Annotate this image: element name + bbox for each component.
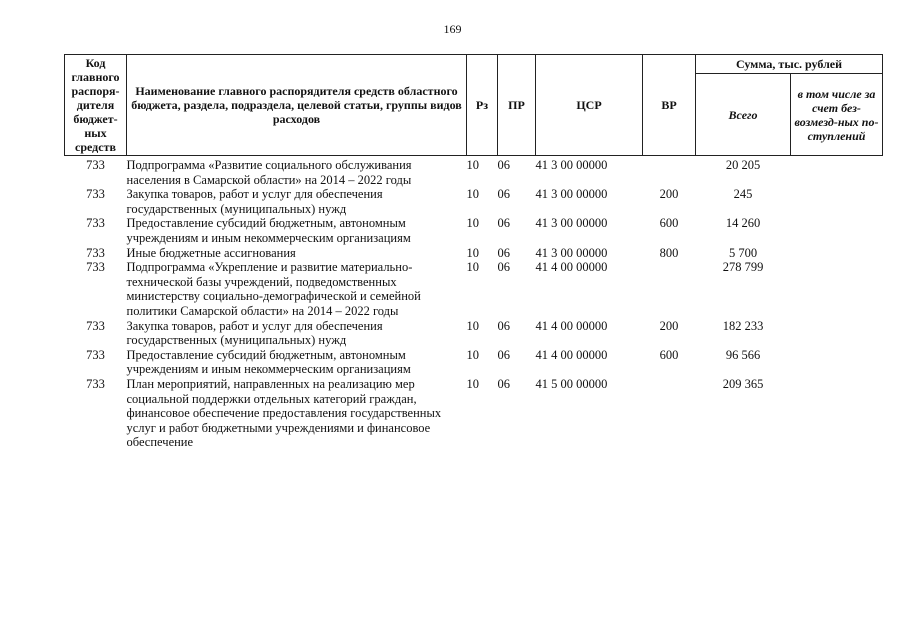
row-name: Иные бюджетные ассигнования	[126, 245, 296, 260]
table-row	[65, 319, 883, 348]
row-rz: 10	[466, 245, 479, 260]
row-vr: 200	[659, 187, 679, 202]
row-total: 5 700	[728, 245, 758, 260]
row-csr: 41 5 00 00000	[535, 376, 608, 391]
header-rz: Рз	[467, 55, 498, 156]
table-row	[65, 348, 883, 377]
row-code: 733	[86, 260, 105, 275]
row-csr: 41 3 00 00000	[535, 158, 608, 172]
row-vr	[643, 156, 696, 188]
row-in-that	[791, 377, 883, 450]
row-rz: 10	[466, 347, 479, 362]
header-pr: ПР	[498, 55, 536, 156]
row-in-that	[791, 319, 883, 348]
row-in-that	[791, 156, 883, 188]
table-row	[65, 156, 883, 188]
header-sum: Сумма, тыс. рублей	[696, 55, 883, 74]
row-pr: 06	[497, 376, 510, 391]
row-rz: 10	[466, 216, 479, 231]
row-name: Подпрограмма «Развитие социального обслуживания населения в Самарской области» на 2014 – 2022 годы	[126, 158, 412, 187]
row-in-that	[791, 260, 883, 318]
header-name: Наименование главного распорядителя средств областного бюджета, раздела, подраздела, целевой статьи, группы видов расходов	[127, 55, 467, 156]
table-body	[65, 156, 883, 450]
row-total: 182 233	[722, 318, 764, 333]
row-vr: 200	[659, 318, 679, 333]
row-code: 733	[86, 216, 105, 231]
row-rz: 10	[466, 158, 479, 172]
row-csr: 41 4 00 00000	[535, 260, 608, 275]
row-name: Закупка товаров, работ и услуг для обеспечения государственных (муниципальных) нужд	[126, 187, 383, 216]
row-total: 20 205	[725, 158, 761, 172]
row-pr: 06	[497, 318, 510, 333]
row-total: 14 260	[725, 216, 761, 231]
row-total: 209 365	[722, 376, 764, 391]
row-csr: 41 3 00 00000	[535, 187, 608, 202]
row-total: 96 566	[725, 347, 761, 362]
row-name: Закупка товаров, работ и услуг для обеспечения государственных (муниципальных) нужд	[126, 318, 383, 348]
header-code: Код главного распоря-дителя бюджет-ных средств	[65, 55, 127, 156]
row-vr: 600	[659, 216, 679, 231]
table-row	[65, 377, 883, 450]
header-vr: ВР	[643, 55, 696, 156]
row-pr: 06	[497, 187, 510, 202]
row-code: 733	[86, 158, 105, 172]
row-csr: 41 4 00 00000	[535, 318, 608, 333]
row-name: Подпрограмма «Укрепление и развитие материально-технической базы учреждений, подведомственных министерству социально-демографической и семейной политики Самарской области» на 2014 – 2022 годы	[126, 260, 421, 318]
row-name: Предоставление субсидий бюджетным, автономным учреждениям и иным некоммерческим организациям	[126, 216, 411, 245]
row-in-that	[791, 348, 883, 377]
header-csr: ЦСР	[536, 55, 643, 156]
row-csr: 41 3 00 00000	[535, 216, 608, 231]
row-rz: 10	[466, 318, 479, 333]
row-code: 733	[86, 187, 105, 202]
row-in-that	[791, 187, 883, 216]
row-code: 733	[86, 318, 105, 333]
row-name: Предоставление субсидий бюджетным, автономным учреждениям и иным некоммерческим организациям	[126, 347, 411, 377]
row-pr: 06	[497, 245, 510, 260]
table-row	[65, 216, 883, 245]
table-row	[65, 187, 883, 216]
row-vr	[643, 260, 696, 318]
row-csr: 41 4 00 00000	[535, 347, 608, 362]
table-row	[65, 260, 883, 318]
row-pr: 06	[497, 158, 510, 172]
row-csr: 41 3 00 00000	[535, 245, 608, 260]
row-vr	[643, 377, 696, 450]
row-in-that	[791, 246, 883, 261]
row-name: План мероприятий, направленных на реализацию мер социальной поддержки отдельных категорий граждан, финансовое обеспечение предоставления государственных услуг и работ бюджетными учреждениями и финансовое обеспечение	[126, 376, 442, 450]
row-rz: 10	[466, 260, 479, 275]
row-vr: 600	[659, 347, 679, 362]
table-row	[65, 246, 883, 261]
row-pr: 06	[497, 260, 510, 275]
row-code: 733	[86, 245, 105, 260]
row-total: 245	[733, 187, 753, 202]
row-in-that	[791, 216, 883, 245]
page-number: 169	[443, 22, 462, 36]
row-pr: 06	[497, 216, 510, 231]
row-code: 733	[86, 347, 105, 362]
row-total: 278 799	[722, 260, 764, 275]
header-in-that: в том числе за счет без-возмезд-ных по-ступлений	[791, 74, 883, 156]
row-rz: 10	[466, 376, 479, 391]
row-pr: 06	[497, 347, 510, 362]
row-code: 733	[86, 376, 105, 391]
row-vr: 800	[659, 245, 679, 260]
row-rz: 10	[466, 187, 479, 202]
header-total: Всего	[696, 74, 791, 156]
budget-table	[64, 54, 883, 450]
